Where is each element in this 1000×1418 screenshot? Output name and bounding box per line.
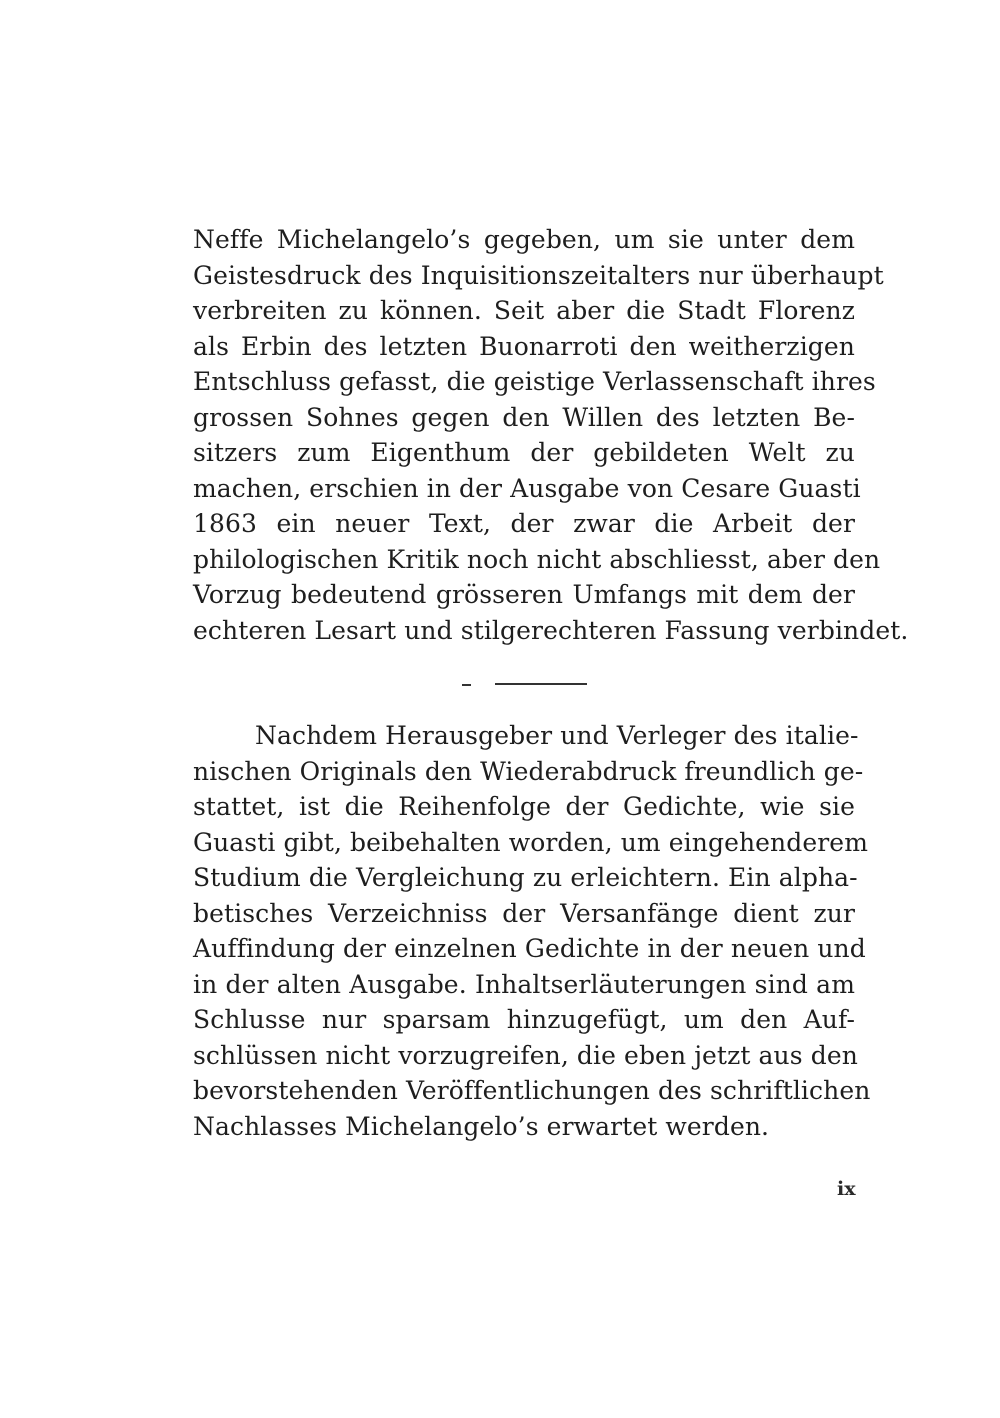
text-line: 1863 ein neuer Text, der zwar die Arbeit der [193, 509, 855, 538]
paragraph-1 [193, 222, 909, 648]
text-line: Studium die Vergleichung zu erleichtern. Ein alpha- [193, 863, 858, 892]
divider-rule [495, 683, 587, 685]
divider-dash [462, 684, 471, 686]
paragraph-2 [193, 718, 871, 1144]
section-divider [462, 683, 587, 687]
page-number: ix [837, 1178, 856, 1200]
text-line: Entschluss gefasst, die geistige Verlassenschaft ihres [193, 367, 876, 396]
text-line: machen, erschien in der Ausgabe von Cesare Guasti [193, 473, 861, 503]
text-line: schlüssen nicht vorzugreifen, die eben jetzt aus den [193, 1040, 858, 1070]
text-line: betisches Verzeichniss der Versanfänge dient zur [193, 898, 855, 928]
text-line: Nachlasses Michelangelo’s erwartet werden. [193, 1111, 770, 1141]
text-line: Auffindung der einzelnen Gedichte in der neuen und [193, 934, 866, 963]
text-line: Neffe Michelangelo’s gegeben, um sie unter dem [193, 225, 855, 254]
text-line: bevorstehenden Veröffentlichungen des schriftlichen [193, 1076, 871, 1105]
text-line: Vorzug bedeutend grösseren Umfangs mit dem der [193, 580, 855, 609]
text-line: Geistesdruck des Inquisitionszeitalters nur überhaupt [193, 260, 884, 290]
text-line: nischen Originals den Wiederabdruck freundlich ge- [193, 756, 864, 786]
text-line: Guasti gibt, beibehalten worden, um eingehenderem [193, 827, 869, 857]
text-line: stattet, ist die Reihenfolge der Gedichte, wie sie [193, 792, 855, 821]
text-line: Nachdem Herausgeber und Verleger des italie- [255, 721, 859, 750]
text-line: in der alten Ausgabe. Inhaltserläuterungen sind am [193, 969, 855, 999]
text-line: echteren Lesart und stilgerechteren Fassung verbindet. [193, 615, 909, 645]
text-line: sitzers zum Eigenthum der gebildeten Welt zu [193, 438, 855, 467]
text-line: als Erbin des letzten Buonarroti den weitherzigen [193, 331, 855, 361]
text-line: Schlusse nur sparsam hinzugefügt, um den Auf- [193, 1005, 855, 1034]
text-line: grossen Sohnes gegen den Willen des letzten Be- [193, 402, 855, 432]
text-line: philologischen Kritik noch nicht abschliesst, aber den [193, 544, 881, 574]
text-line: verbreiten zu können. Seit aber die Stadt Florenz [193, 296, 855, 325]
